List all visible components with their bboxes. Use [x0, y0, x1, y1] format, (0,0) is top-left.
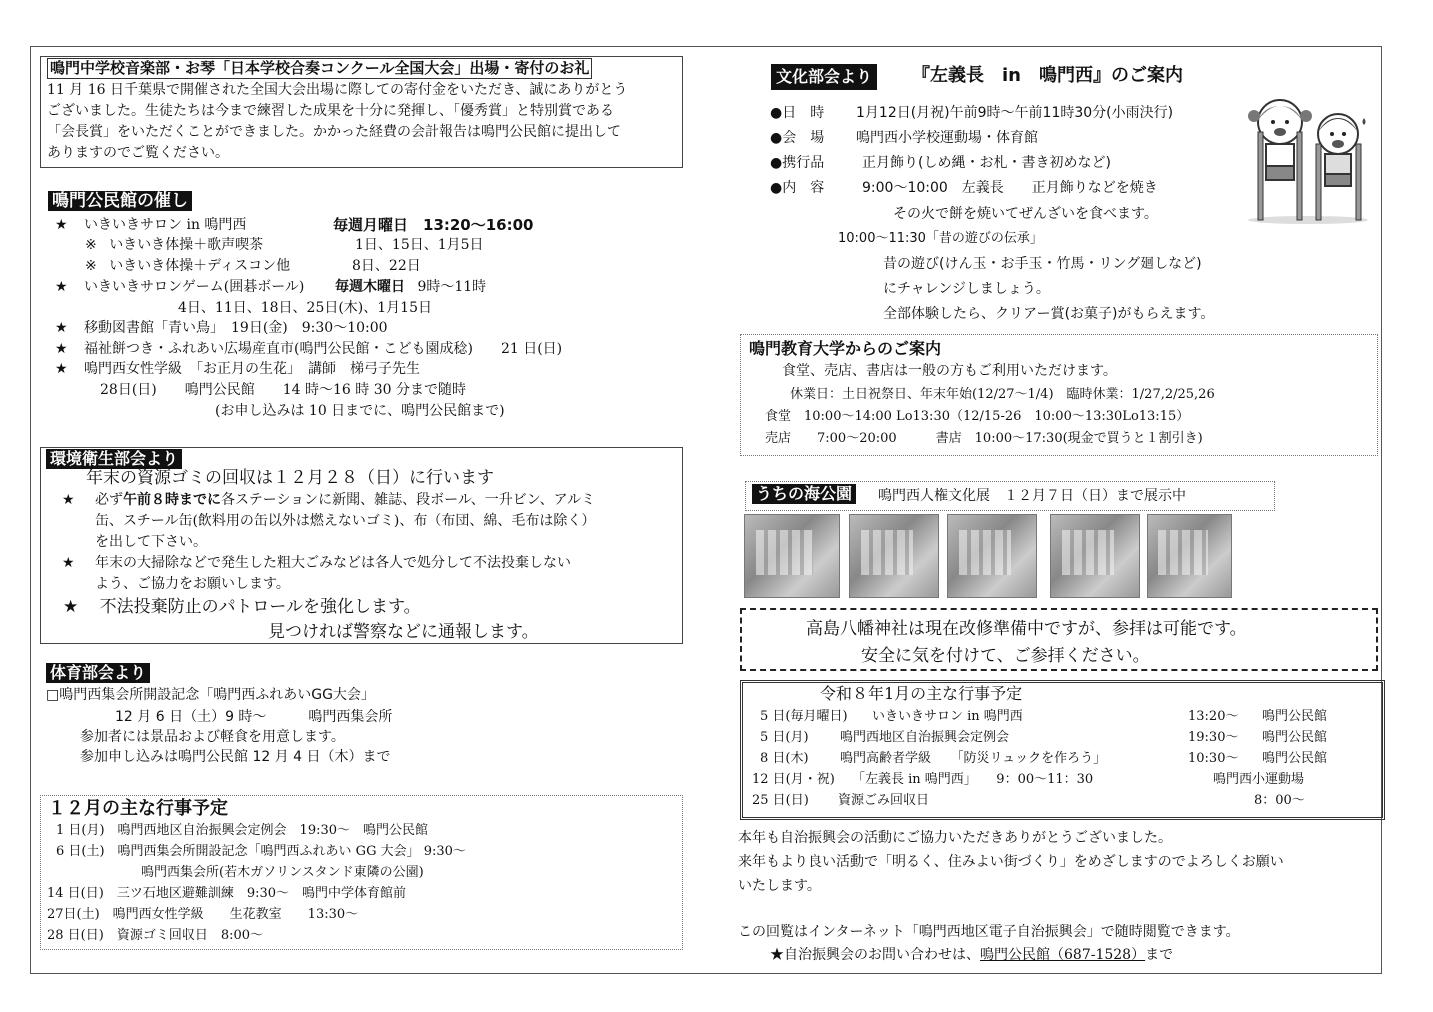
- culture-row-venue: [770, 128, 1038, 148]
- culture-extra-2: 10:00～11:30「昔の遊びの伝承」: [838, 231, 1043, 246]
- university-line-1: 食堂、売店、書店は一般の方もご利用いただけます。: [782, 363, 1117, 379]
- sports-line-3: 参加者には景品および軽食を用意します。: [80, 729, 345, 745]
- sports-title-text: 体育部会より: [46, 663, 150, 683]
- music-line-3: 「会長賞」をいただくことができました。かかった経費の会計報告は鳴門公民館に提出して: [47, 124, 621, 140]
- kominkan-title: [48, 191, 192, 211]
- env-item-2: [62, 553, 571, 573]
- december-row-2: 6 日(土) 鳴門西集会所開設記念「鳴門西ふれあい GG 大会」 9:30～: [56, 844, 466, 859]
- kominkan-item-1: [55, 215, 246, 235]
- star-icon: ★: [62, 492, 75, 508]
- music-thanks-title: 鳴門中学校音楽部・お琴「日本学校合奏コンクール全国大会」出場・寄付のお礼: [47, 58, 592, 79]
- env-headline: 年末の資源ゴミの回収は１２月２８（日）に行います: [86, 468, 494, 488]
- env-title-text: 環境衛生部会より: [46, 449, 182, 469]
- row-value: 9:00～10:00 左義長 正月飾りなどを焼き: [862, 180, 1158, 196]
- january-row-place: 鳴門公民館: [1262, 709, 1328, 724]
- contact-phone: 鳴門公民館（687-1528）: [980, 947, 1146, 963]
- december-row-5: 27日(土) 鳴門西女性学級 生花教室 13:30～: [47, 907, 359, 922]
- kominkan-item-7: [55, 339, 562, 359]
- december-row-3: 鳴門西集会所(若木ガソリンスタンド東隣の公園): [141, 865, 424, 880]
- culture-badge-text: 文化部会より: [771, 64, 877, 90]
- row-value: 1月12日(月祝)午前9時～午前11時30分(小雨決行): [856, 105, 1174, 121]
- january-row-date: 8 日(木): [760, 751, 809, 766]
- kominkan-item-label: 移動図書館「青い鳥」 19日(金) 9:30～10:00: [84, 320, 388, 336]
- env-patrol-text: 不法投棄防止のパトロールを強化します。: [99, 597, 421, 617]
- kominkan-item-3-dates: 8日、22日: [352, 258, 421, 274]
- january-row-event: いきいきサロン in 鳴門西: [872, 709, 1023, 724]
- exhibit-badge-text: うちの海公園: [752, 484, 856, 504]
- env-item-text: 年末の大掃除などで発生した粗大ごみなどは各人で処分して不法投棄しない: [95, 555, 572, 571]
- university-line-4: 売店 7:00～20:00 書店 10:00～17:30(現金で買うと１割引き): [765, 431, 1203, 446]
- culture-row-content: [770, 178, 1158, 198]
- schedule-day: 毎週木曜日: [335, 279, 405, 295]
- january-row-time: 13:20～: [1188, 709, 1239, 724]
- closing-contact: [770, 945, 1173, 965]
- kominkan-item-label: 福祉餅つき・ふれあい広場産直市(鳴門公民館・こども園成稔) 21 日(日): [84, 341, 563, 357]
- row-label: ●内 容: [770, 180, 825, 196]
- sports-title: [46, 663, 150, 683]
- culture-title: 『左義長 in 鳴門西』のご案内: [912, 65, 1183, 86]
- env-item-prefix: 必ず: [95, 492, 124, 508]
- sports-line-4: 参加申し込みは鳴門公民館 12 月 4 日（木）まで: [80, 749, 391, 765]
- kominkan-item-label: いきいきサロンゲーム(囲碁ボール): [84, 279, 305, 295]
- env-item-deadline: 午前８時までに: [123, 492, 222, 508]
- january-row-date: 12 日(月・祝): [752, 772, 835, 787]
- row-label: ●日 時: [770, 105, 825, 121]
- env-title: [46, 449, 182, 469]
- env-item-1: [62, 490, 595, 510]
- exhibit-text: 鳴門西人権文化展 １２月７日（日）まで展示中: [878, 488, 1186, 504]
- children-on-stilts-illustration: [1240, 92, 1375, 227]
- env-item-1-line-2: 缶、スチール缶(飲料用の缶以外は燃えないゴミ)、布（布団、綿、毛布は除く）: [95, 513, 596, 529]
- music-line-1: 11 月 16 日千葉県で開催された全国大会出場に際しての寄付金をいただき、誠にありがとう: [47, 82, 628, 98]
- january-row-place: 鳴門西小運動場: [1213, 772, 1305, 787]
- kominkan-item-2: [85, 235, 263, 255]
- row-label: ●携行品: [770, 155, 825, 171]
- january-row-place: 鳴門公民館: [1262, 730, 1328, 745]
- kominkan-item-4: [55, 277, 304, 297]
- culture-extra-1: その火で餅を焼いてぜんざいを食べます。: [893, 206, 1158, 222]
- kominkan-item-1-schedule: 毎週月曜日 13:20～16:00: [333, 216, 534, 234]
- kominkan-item-8: [55, 359, 420, 379]
- env-item-1-line-3: を出して下さい。: [95, 534, 207, 550]
- exhibit-photo-1: [744, 514, 840, 598]
- kominkan-item-10: (お申し込みは 10 日までに、鳴門公民館まで): [215, 403, 505, 419]
- schedule-time: 9時～11時: [417, 279, 487, 295]
- january-row-date: 25 日(日): [752, 793, 809, 808]
- exhibit-badge: [752, 484, 856, 504]
- university-line-3: 食堂 10:00～14:00 Lo13:30（12/15-26 10:00～13:30Lo13:15）: [765, 409, 1190, 424]
- kominkan-item-2-dates: 1日、15日、1月5日: [355, 237, 484, 253]
- culture-extra-3: 昔の遊び(けん玉・お手玉・竹馬・リング廻しなど): [883, 256, 1202, 272]
- closing-line-2: 来年もより良い活動で「明るく、住みよい街づくり」をめざしますのでよろしくお願い: [738, 854, 1284, 870]
- star-icon: ★: [63, 597, 79, 617]
- exhibit-photo-4: [1050, 514, 1140, 598]
- closing-line-1: 本年も自治振興会の活動にご協力いただきありがとうございました。: [738, 830, 1172, 846]
- december-row-1: 1 日(月) 鳴門西地区自治振興会定例会 19:30～ 鳴門公民館: [56, 823, 429, 838]
- kominkan-item-4-schedule: [335, 277, 486, 297]
- env-patrol-1: [63, 597, 421, 617]
- kominkan-item-label: 鳴門西女性学級 「お正月の生花」 講師 梯弓子先生: [84, 361, 421, 377]
- january-row-place: 鳴門公民館: [1262, 751, 1328, 766]
- january-row-date: 5 日(月): [760, 730, 809, 745]
- env-item-rest: 各ステーションに新聞、雑誌、段ボール、一升ビン、アルミ: [221, 492, 596, 508]
- shrine-line-2: 安全に気を付けて、ご参拝ください。: [861, 646, 1150, 666]
- closing-internet: この回覧はインターネット「鳴門西地区電子自治振興会」で随時閲覧できます。: [738, 924, 1240, 940]
- december-title: １２月の主な行事予定: [48, 798, 228, 819]
- culture-extra-4: にチャレンジしましょう。: [883, 281, 1050, 297]
- star-icon: ★: [55, 361, 68, 377]
- january-row-event: 鳴門西地区自治振興会定例会: [840, 730, 1010, 745]
- kominkan-item-label: いきいき体操＋歌声喫茶: [109, 237, 264, 253]
- sports-line-2: 12 月 6 日（土）9 時～ 鳴門西集会所: [115, 709, 393, 725]
- december-row-6: 28 日(日) 資源ゴミ回収日 8:00～: [47, 928, 264, 943]
- kominkan-item-3: [85, 256, 290, 276]
- kominkan-title-text: 鳴門公民館の催し: [48, 191, 192, 211]
- closing-line-3: いたします。: [738, 878, 821, 894]
- january-title: 令和８年1月の主な行事予定: [820, 684, 1023, 703]
- january-row-event: 資源ごみ回収日: [838, 793, 930, 808]
- row-label: ●会 場: [770, 130, 825, 146]
- exhibit-photo-2: [849, 514, 939, 598]
- culture-row-date: [770, 103, 1174, 123]
- january-row-time: 10:30～: [1188, 751, 1239, 766]
- star-icon: ★: [55, 341, 68, 357]
- star-icon: ★: [55, 320, 68, 336]
- kominkan-item-label: いきいきサロン in 鳴門西: [84, 217, 247, 233]
- contact-prefix: ★自治振興会のお問い合わせは、: [770, 947, 980, 963]
- january-row-event: 鳴門高齢者学級 「防災リュックを作ろう」: [840, 751, 1107, 766]
- music-line-4: ありますのでご覧ください。: [47, 145, 229, 161]
- note-mark: ※: [85, 237, 97, 253]
- january-row-event: 「左義長 in 鳴門西」 9：00～11：30: [852, 772, 1094, 787]
- january-row-date: 5 日(毎月曜日): [760, 709, 848, 724]
- shrine-line-1: 高島八幡神社は現在改修準備中ですが、参拝は可能です。: [806, 619, 1247, 639]
- exhibit-photo-5: [1147, 514, 1232, 598]
- env-item-2-line-2: よう、ご協力をお願いします。: [95, 576, 290, 592]
- note-mark: ※: [85, 258, 97, 274]
- star-icon: ★: [55, 279, 68, 295]
- star-icon: ★: [55, 217, 68, 233]
- kominkan-item-5: 4日、11日、18日、25日(木)、1月15日: [178, 300, 432, 316]
- env-patrol-2: 見つければ警察などに通報します。: [268, 622, 539, 642]
- row-value: 鳴門西小学校運動場・体育館: [856, 130, 1038, 146]
- kominkan-item-6: [55, 318, 388, 338]
- exhibit-photo-3: [947, 514, 1037, 598]
- star-icon: ★: [62, 555, 75, 571]
- university-line-2: 休業日：土日祝祭日、年末年始(12/27～1/4) 臨時休業：1/27,2/25,26: [790, 387, 1215, 402]
- university-title: 鳴門教育大学からのご案内: [749, 339, 942, 358]
- december-row-4: 14 日(日) 三ツ石地区避難訓練 9:30～ 鳴門中学体育館前: [47, 886, 407, 901]
- music-line-2: ございました。生徒たちは今まで練習した成果を十分に発揮し、「優秀賞」と特別賞である: [47, 103, 614, 119]
- contact-suffix: まで: [1145, 947, 1174, 963]
- row-value: 正月飾り(しめ縄・お札・書き初めなど): [862, 155, 1111, 171]
- january-row-time: 8：00～: [1254, 793, 1305, 808]
- january-row-time: 19:30～: [1188, 730, 1239, 745]
- culture-row-items: [770, 153, 1111, 173]
- kominkan-item-9: 28日(日) 鳴門公民館 14 時～16 時 30 分まで随時: [100, 382, 466, 398]
- culture-extra-5: 全部体験したら、クリアー賞(お菓子)がもらえます。: [883, 306, 1215, 322]
- culture-badge: [771, 64, 877, 90]
- kominkan-item-label: いきいき体操＋ディスコン他: [109, 258, 291, 274]
- sports-line-1: □鳴門西集会所開設記念「鳴門西ふれあいGG大会」: [46, 687, 375, 703]
